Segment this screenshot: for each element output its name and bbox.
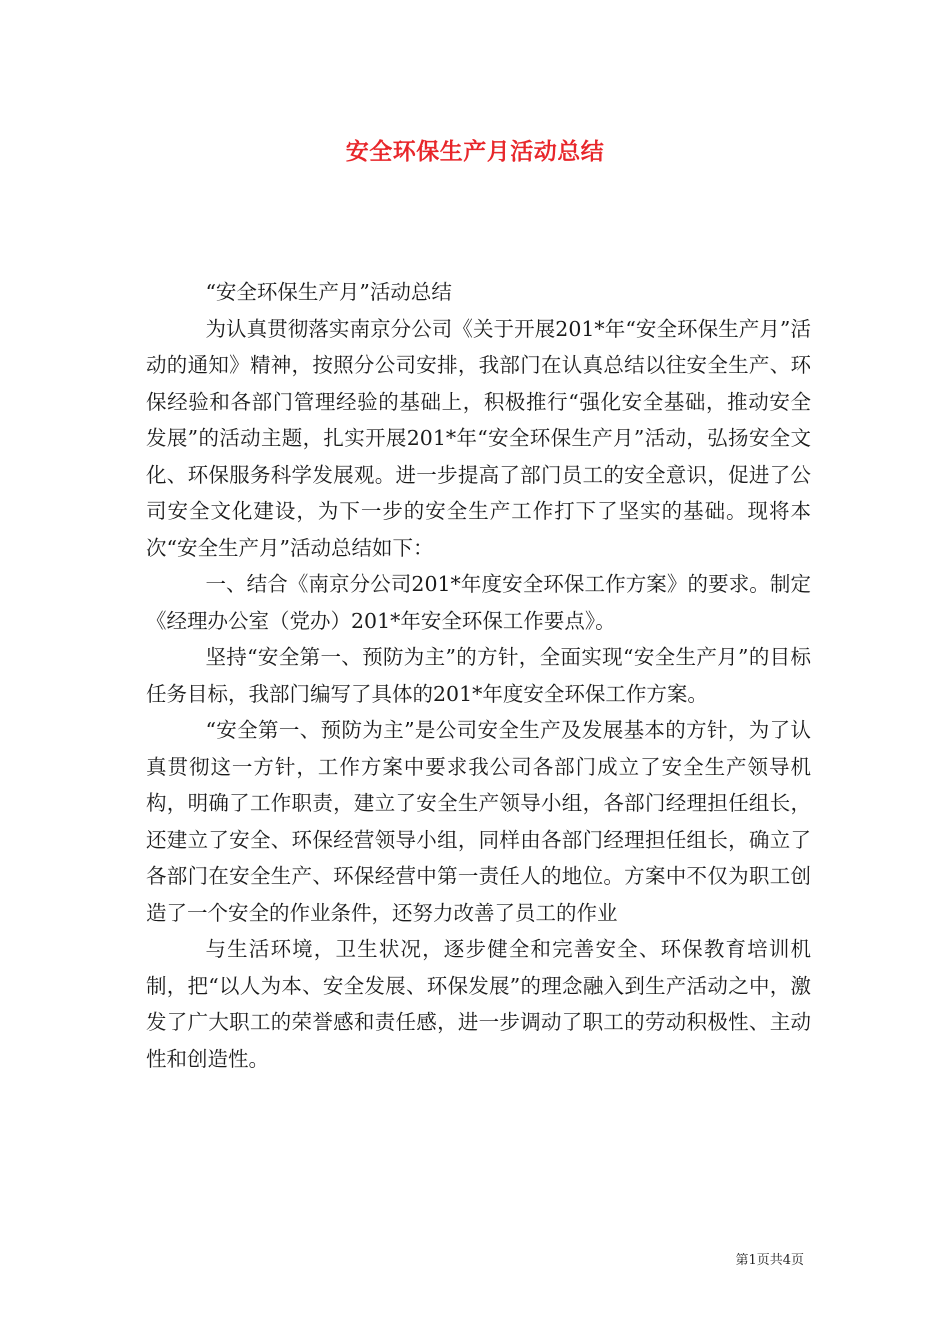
paragraph: 为认真贯彻落实南京分公司《关于开展201*年“安全环保生产月”活动的通知》精神，按照分公司安排，我部门在认真总结以往安全生产、环保经验和各部门管理经验的基础上，积极推行“强化安全基础，推动安全发展”的活动主题，扎实开展201*年“安全环保生产月”活动，弘扬安全文化、环保服务科学发展观。进一步提高了部门员工的安全意识，促进了公司安全文化建设，为下一步的安全生产工作打下了坚实的基础。现将本次“安全生产月”活动总结如下：: [146, 316, 811, 560]
paragraph: 与生活环境，卫生状况，逐步健全和完善安全、环保教育培训机制，把“以人为本、安全发展、环保发展”的理念融入到生产活动之中，激发了广大职工的荣誉感和责任感，进一步调动了职工的劳动积极性、主动性和创造性。: [146, 937, 811, 1071]
document-body: [146, 274, 811, 1077]
paragraph: 一、结合《南京分公司201*年度安全环保工作方案》的要求。制定《经理办公室（党办）201*年安全环保工作要点》。: [146, 572, 811, 633]
page-title: 安全环保生产月活动总结: [345, 138, 605, 165]
paragraph: “安全第一、预防为主”是公司安全生产及发展基本的方针，为了认真贯彻这一方针，工作方案中要求我公司各部门成立了安全生产领导机构，明确了工作职责，建立了安全生产领导小组，各部门经理担任组长，还建立了安全、环保经营领导小组，同样由各部门经理担任组长，确立了各部门在安全生产、环保经营中第一责任人的地位。方案中不仅为职工创造了一个安全的作业条件，还努力改善了员工的作业: [146, 718, 811, 925]
paragraph-heading: “安全环保生产月”活动总结: [205, 280, 452, 304]
paragraph: 坚持“安全第一、预防为主”的方针，全面实现“安全生产月”的目标任务目标，我部门编写了具体的201*年度安全环保工作方案。: [146, 645, 811, 706]
page-number: 第1页共4页: [735, 1253, 804, 1268]
